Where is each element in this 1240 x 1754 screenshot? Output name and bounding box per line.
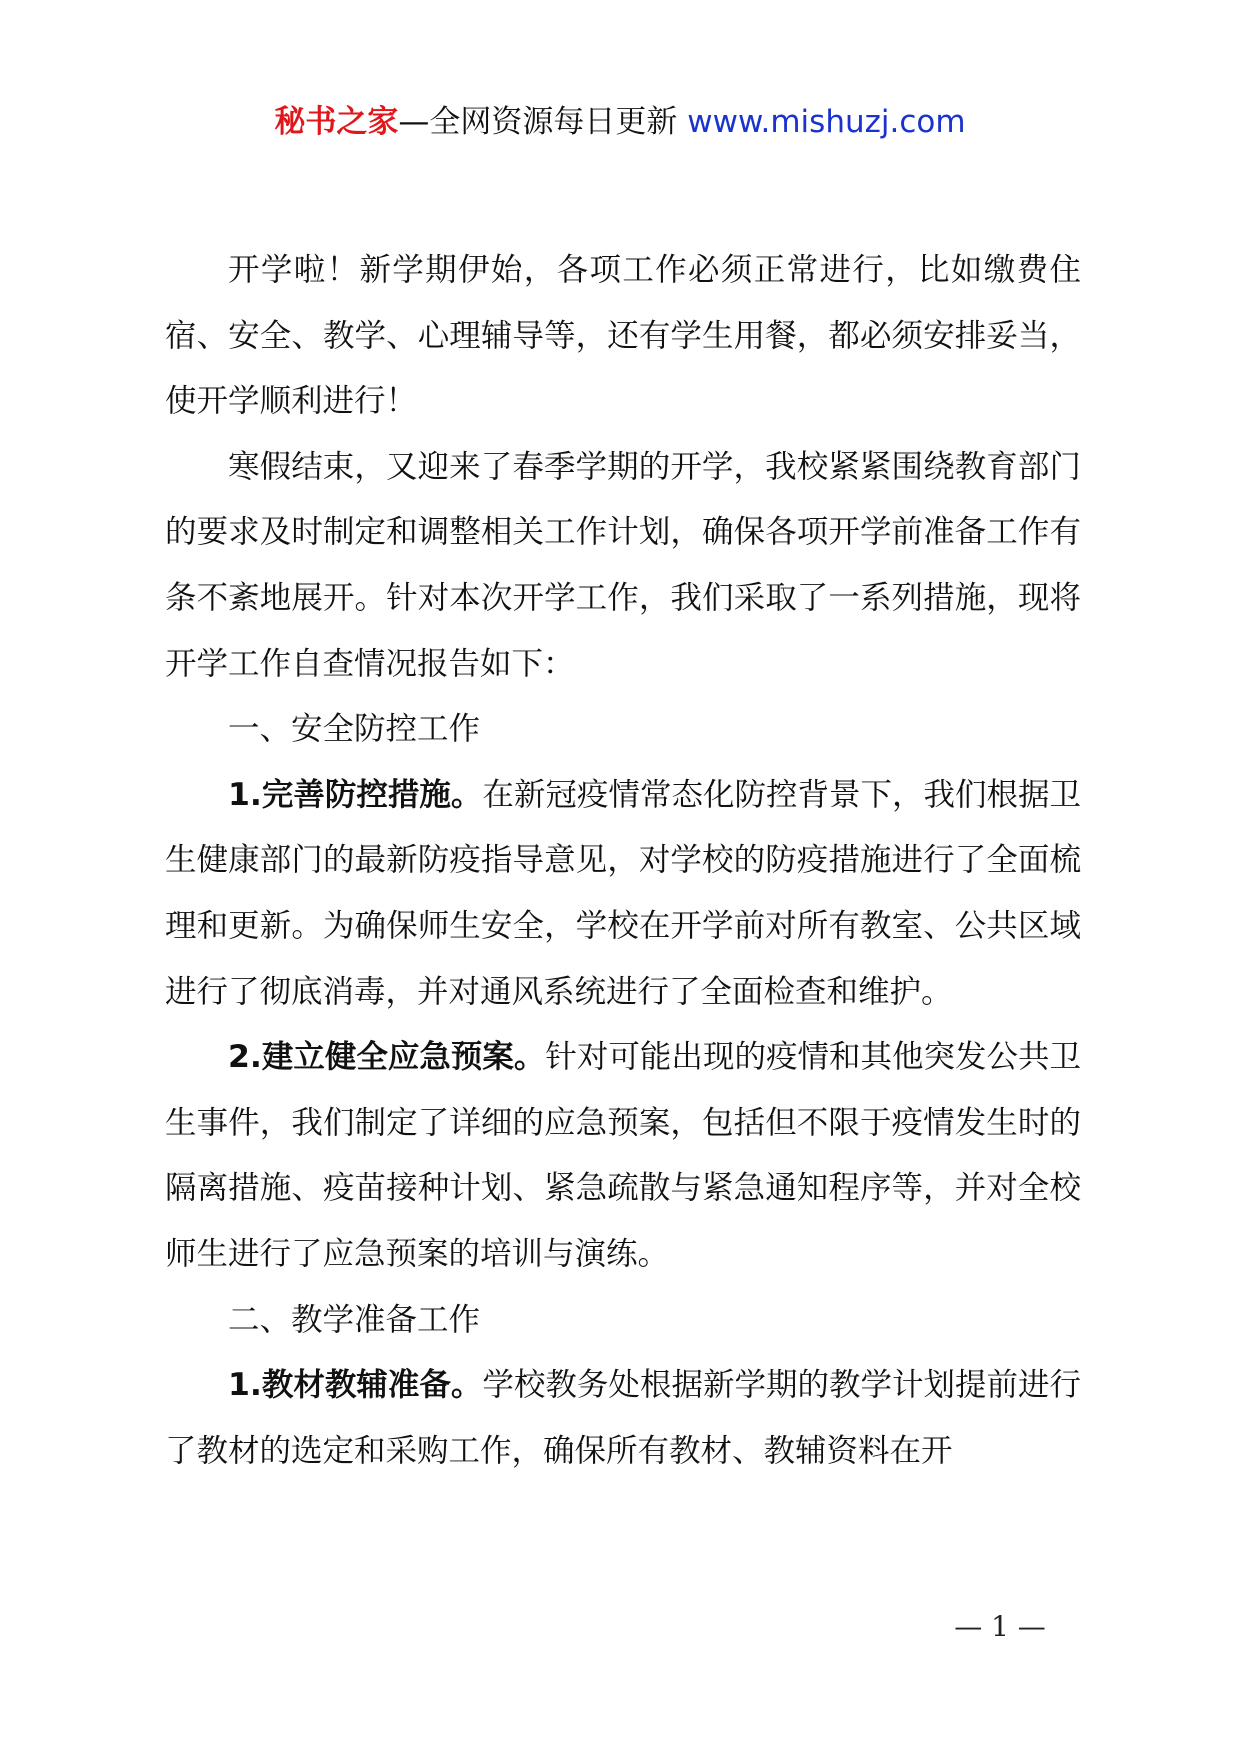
overview-paragraph: 寒假结束，又迎来了春季学期的开学，我校紧紧围绕教育部门的要求及时制定和调整相关工作计划，确保各项开学前准备工作有条不紊地展开。针对本次开学工作，我们采取了一系列措施，现将开学工作自查情况报告如下：: [165, 448, 1081, 682]
site-header: [0, 100, 1240, 144]
item-emergency-plan: [165, 1025, 1081, 1287]
section-heading-safety: 一、安全防控工作: [228, 711, 481, 748]
item-title: 1.完善防控措施。: [228, 776, 483, 813]
document-body: [165, 238, 1081, 1484]
item-textbook-preparation: [165, 1353, 1081, 1484]
item-text: 在新冠疫情常态化防控背景下，我们根据卫生健康部门的最新防疫指导意见，对学校的防疫措施进行了全面梳理和更新。为确保师生安全，学校在开学前对所有教室、公共区域进行了彻底消毒，并对通风系统进行了全面检查和维护。: [165, 776, 1081, 1010]
page-number: — 1 —: [954, 1610, 1046, 1643]
section-heading-teaching: 二、教学准备工作: [228, 1301, 481, 1338]
site-url-link[interactable]: www.mishuzj.com: [687, 104, 966, 140]
item-title: 1.教材教辅准备。: [228, 1367, 483, 1404]
intro-paragraph: 开学啦！新学期伊始，各项工作必须正常进行，比如缴费住宿、安全、教学、心理辅导等，还有学生用餐，都必须安排妥当，使开学顺利进行！: [165, 252, 1081, 420]
item-text: 学校教务处根据新学期的教学计划提前进行了教材的选定和采购工作，确保所有教材、教辅资料在开: [165, 1367, 1081, 1469]
item-prevention-measures: [165, 763, 1081, 1025]
brand-name: 秘书之家: [274, 104, 399, 140]
item-title: 2.建立健全应急预案。: [228, 1039, 546, 1076]
header-tagline: —全网资源每日更新: [398, 104, 678, 140]
item-text: 针对可能出现的疫情和其他突发公共卫生事件，我们制定了详细的应急预案，包括但不限于疫情发生时的隔离措施、疫苗接种计划、紧急疏散与紧急通知程序等，并对全校师生进行了应急预案的培训与演练。: [165, 1039, 1081, 1272]
